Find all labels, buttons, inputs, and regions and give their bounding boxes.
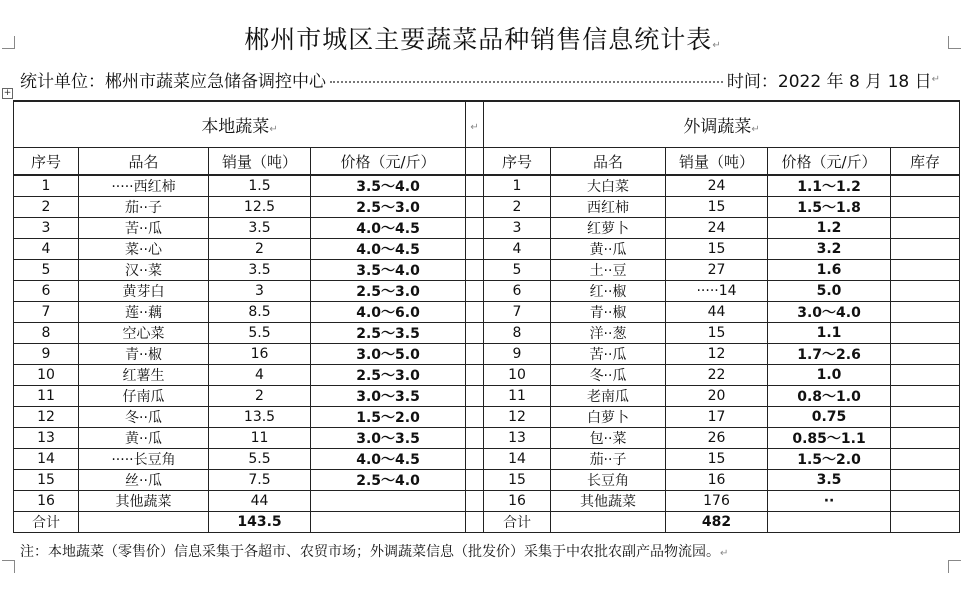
cell-local-price: 1.5～2.0 <box>311 407 466 428</box>
cell-imported-qty: ·····14 <box>666 281 768 302</box>
cell-local-no: 16 <box>14 491 79 512</box>
cell-imported-no: 16 <box>484 491 551 512</box>
col-header: 序号 <box>484 148 551 176</box>
section-imported: 外调蔬菜↵ <box>484 101 960 148</box>
document-title: 郴州市城区主要蔬菜品种销售信息统计表↵ <box>244 25 722 54</box>
cell-local-name: 丝··瓜 <box>79 470 209 491</box>
cell-local-no: 10 <box>14 365 79 386</box>
col-header: 销量（吨） <box>209 148 311 176</box>
cell-local-name: 空心菜 <box>79 323 209 344</box>
cell-local-qty: 3.5 <box>209 218 311 239</box>
vegetable-sales-table <box>13 100 960 533</box>
spacer-cell <box>466 218 484 239</box>
cell-imported-no: 6 <box>484 281 551 302</box>
cell-imported-stock <box>891 449 960 470</box>
cell-local-price: 4.0～4.5 <box>311 239 466 260</box>
cell-local-qty: 7.5 <box>209 470 311 491</box>
cell-local-qty: 13.5 <box>209 407 311 428</box>
cell-imported-price: 5.0 <box>768 281 891 302</box>
cell-local-no: 6 <box>14 281 79 302</box>
unit-label: 统计单位：郴州市蔬菜应急储备调控中心 <box>20 71 326 92</box>
cell-imported-no: 8 <box>484 323 551 344</box>
spacer-cell <box>466 491 484 512</box>
cell-imported-qty: 26 <box>666 428 768 449</box>
cell-imported-qty: 20 <box>666 386 768 407</box>
spacer-cell: ↵ <box>466 101 484 148</box>
spacer-cell <box>466 470 484 491</box>
col-header: 品名 <box>79 148 209 176</box>
table-row <box>14 449 960 470</box>
cell-local-price: 2.5～3.0 <box>311 281 466 302</box>
cell-local-name: ·····长豆角 <box>79 449 209 470</box>
cell-local-qty: 5.5 <box>209 323 311 344</box>
cell-local-qty: 2 <box>209 239 311 260</box>
cell-local-price: 2.5～3.0 <box>311 197 466 218</box>
cell-local-price: 3.0～3.5 <box>311 386 466 407</box>
cell-local-qty: 1.5 <box>209 175 311 197</box>
cell-local-no: 3 <box>14 218 79 239</box>
cell-local-no: 7 <box>14 302 79 323</box>
cell-imported-qty: 15 <box>666 197 768 218</box>
cell-local-no: 8 <box>14 323 79 344</box>
cell-local-name: 青··椒 <box>79 344 209 365</box>
spacer-cell <box>466 239 484 260</box>
cell-imported-no: 1 <box>484 175 551 197</box>
cell-local-name: 汉··菜 <box>79 260 209 281</box>
table-move-handle-icon[interactable]: + <box>3 88 12 98</box>
spacer-cell <box>466 281 484 302</box>
cell-local-qty: 3 <box>209 281 311 302</box>
cell-local-no: 5 <box>14 260 79 281</box>
table-row <box>14 386 960 407</box>
cell-local-name: ·····西红柿 <box>79 175 209 197</box>
cell-local-price: 4.0～4.5 <box>311 449 466 470</box>
cell-local-no: 11 <box>14 386 79 407</box>
cell-local-price: 2.5～3.5 <box>311 323 466 344</box>
cell-local-price: 2.5～4.0 <box>311 470 466 491</box>
empty-cell <box>79 512 209 533</box>
empty-cell <box>551 512 666 533</box>
cell-imported-name: 茄··子 <box>551 449 666 470</box>
cell-imported-no: 15 <box>484 470 551 491</box>
cell-imported-qty: 16 <box>666 470 768 491</box>
spacer-cell <box>466 407 484 428</box>
table-row <box>14 407 960 428</box>
spacer-cell <box>466 344 484 365</box>
cell-imported-no: 2 <box>484 197 551 218</box>
cell-imported-no: 14 <box>484 449 551 470</box>
cell-imported-stock <box>891 323 960 344</box>
col-header: 价格（元/斤） <box>311 148 466 176</box>
cell-local-no: 4 <box>14 239 79 260</box>
table-row <box>14 175 960 197</box>
cell-imported-name: 西红柿 <box>551 197 666 218</box>
crop-mark <box>2 560 15 573</box>
cell-imported-price: 1.2 <box>768 218 891 239</box>
cell-imported-no: 12 <box>484 407 551 428</box>
cell-local-qty: 5.5 <box>209 449 311 470</box>
crop-mark <box>948 560 961 573</box>
spacer-cell <box>466 260 484 281</box>
cell-imported-qty: 24 <box>666 218 768 239</box>
time-label: 时间：2022 年 8 月 18 日 <box>726 71 932 92</box>
cell-imported-no: 7 <box>484 302 551 323</box>
cell-imported-no: 13 <box>484 428 551 449</box>
cell-imported-stock <box>891 197 960 218</box>
empty-cell <box>891 512 960 533</box>
spacer-cell <box>466 386 484 407</box>
cell-imported-qty: 24 <box>666 175 768 197</box>
cell-imported-qty: 15 <box>666 449 768 470</box>
cell-imported-name: 长豆角 <box>551 470 666 491</box>
cell-local-qty: 8.5 <box>209 302 311 323</box>
table-row <box>14 323 960 344</box>
totals-row <box>14 512 960 533</box>
cell-imported-stock <box>891 281 960 302</box>
cell-local-price: 4.0～6.0 <box>311 302 466 323</box>
cell-imported-price: 3.2 <box>768 239 891 260</box>
cell-imported-qty: 22 <box>666 365 768 386</box>
cell-imported-price: 0.8～1.0 <box>768 386 891 407</box>
cell-imported-name: 包··菜 <box>551 428 666 449</box>
table-row <box>14 302 960 323</box>
cell-imported-price: 1.5～1.8 <box>768 197 891 218</box>
spacer-cell <box>466 449 484 470</box>
cell-local-qty: 11 <box>209 428 311 449</box>
cell-imported-no: 11 <box>484 386 551 407</box>
cell-imported-no: 4 <box>484 239 551 260</box>
cell-local-name: 冬··瓜 <box>79 407 209 428</box>
cell-local-no: 14 <box>14 449 79 470</box>
col-header: 库存 <box>891 148 960 176</box>
cell-local-price: 3.0～5.0 <box>311 344 466 365</box>
cell-local-qty: 2 <box>209 386 311 407</box>
cell-local-name: 黄芽白 <box>79 281 209 302</box>
cell-local-name: 莲··藕 <box>79 302 209 323</box>
cell-imported-name: 苦··瓜 <box>551 344 666 365</box>
cell-imported-qty: 44 <box>666 302 768 323</box>
spacer-cell <box>466 512 484 533</box>
table-row <box>14 197 960 218</box>
cell-imported-price: 0.85～1.1 <box>768 428 891 449</box>
cell-local-name: 茄··子 <box>79 197 209 218</box>
cell-local-price: 2.5～3.0 <box>311 365 466 386</box>
cell-imported-stock <box>891 302 960 323</box>
table-row <box>14 428 960 449</box>
cell-imported-price: 0.75 <box>768 407 891 428</box>
cell-imported-stock <box>891 218 960 239</box>
cell-imported-name: 青··椒 <box>551 302 666 323</box>
table-row <box>14 491 960 512</box>
cell-local-price: 4.0～4.5 <box>311 218 466 239</box>
cell-imported-price: 1.5～2.0 <box>768 449 891 470</box>
cell-local-no: 9 <box>14 344 79 365</box>
cell-local-price: 3.0～3.5 <box>311 428 466 449</box>
cell-local-name: 仔南瓜 <box>79 386 209 407</box>
col-header: 销量（吨） <box>666 148 768 176</box>
cell-local-no: 12 <box>14 407 79 428</box>
cell-imported-name: 白萝卜 <box>551 407 666 428</box>
section-header-row <box>14 101 960 148</box>
empty-cell <box>311 512 466 533</box>
cell-imported-name: 洋··葱 <box>551 323 666 344</box>
table-row <box>14 260 960 281</box>
spacer-cell <box>466 428 484 449</box>
cell-imported-no: 10 <box>484 365 551 386</box>
footnote: 注：本地蔬菜（零售价）信息采集于各超市、农贸市场；外调蔬菜信息（批发价）采集于中农批农副产品物流园。↵ <box>20 544 729 560</box>
cell-imported-price: 1.1～1.2 <box>768 175 891 197</box>
cell-imported-qty: 17 <box>666 407 768 428</box>
cell-local-qty: 44 <box>209 491 311 512</box>
cell-local-no: 15 <box>14 470 79 491</box>
cell-local-qty: 16 <box>209 344 311 365</box>
cell-imported-stock <box>891 344 960 365</box>
cell-imported-price: 1.0 <box>768 365 891 386</box>
table-row <box>14 365 960 386</box>
spacer-cell <box>466 365 484 386</box>
cell-imported-price: 1.7～2.6 <box>768 344 891 365</box>
cell-local-name: 苦··瓜 <box>79 218 209 239</box>
table-row <box>14 218 960 239</box>
cell-local-name: 其他蔬菜 <box>79 491 209 512</box>
cell-local-qty: 4 <box>209 365 311 386</box>
cell-imported-qty: 15 <box>666 323 768 344</box>
cell-imported-no: 5 <box>484 260 551 281</box>
cell-local-price: 3.5～4.0 <box>311 260 466 281</box>
leader-dots <box>330 81 723 83</box>
total-imported-qty: 482 <box>666 512 768 533</box>
cell-imported-qty: 12 <box>666 344 768 365</box>
cell-imported-stock <box>891 428 960 449</box>
cell-imported-no: 3 <box>484 218 551 239</box>
table-row <box>14 470 960 491</box>
cell-imported-name: 老南瓜 <box>551 386 666 407</box>
table-row <box>14 239 960 260</box>
cell-imported-price: 3.0～4.0 <box>768 302 891 323</box>
cell-imported-name: 其他蔬菜 <box>551 491 666 512</box>
total-label: 合计 <box>484 512 551 533</box>
empty-cell <box>768 512 891 533</box>
cell-imported-qty: 27 <box>666 260 768 281</box>
cell-imported-stock <box>891 407 960 428</box>
spacer-cell <box>466 148 484 176</box>
cell-imported-name: 土··豆 <box>551 260 666 281</box>
cell-imported-stock <box>891 491 960 512</box>
cell-imported-price: 3.5 <box>768 470 891 491</box>
cell-local-qty: 3.5 <box>209 260 311 281</box>
cell-local-name: 黄··瓜 <box>79 428 209 449</box>
total-label: 合计 <box>14 512 79 533</box>
cell-imported-name: 红萝卜 <box>551 218 666 239</box>
cell-imported-name: 红··椒 <box>551 281 666 302</box>
header-line: 统计单位：郴州市蔬菜应急储备调控中心 时间：2022 年 8 月 18 日 ↵ <box>20 66 940 92</box>
col-header: 品名 <box>551 148 666 176</box>
cell-imported-stock <box>891 260 960 281</box>
section-local: 本地蔬菜↵ <box>14 101 466 148</box>
col-header: 价格（元/斤） <box>768 148 891 176</box>
cell-imported-stock <box>891 239 960 260</box>
table-row <box>14 344 960 365</box>
cell-imported-no: 9 <box>484 344 551 365</box>
cell-local-price <box>311 491 466 512</box>
cell-imported-stock <box>891 175 960 197</box>
column-header-row <box>14 148 960 176</box>
cell-local-name: 菜··心 <box>79 239 209 260</box>
cell-local-no: 1 <box>14 175 79 197</box>
cell-imported-qty: 176 <box>666 491 768 512</box>
cell-local-name: 红薯生 <box>79 365 209 386</box>
cell-imported-name: 大白菜 <box>551 175 666 197</box>
table-row <box>14 281 960 302</box>
total-local-qty: 143.5 <box>209 512 311 533</box>
cell-imported-name: 冬··瓜 <box>551 365 666 386</box>
cell-imported-price: 1.1 <box>768 323 891 344</box>
cell-imported-name: 黄··瓜 <box>551 239 666 260</box>
cell-imported-stock <box>891 470 960 491</box>
spacer-cell <box>466 175 484 197</box>
spacer-cell <box>466 323 484 344</box>
spacer-cell <box>466 302 484 323</box>
cell-imported-qty: 15 <box>666 239 768 260</box>
cell-imported-stock <box>891 365 960 386</box>
spacer-cell <box>466 197 484 218</box>
col-header: 序号 <box>14 148 79 176</box>
cell-local-no: 13 <box>14 428 79 449</box>
cell-imported-price: 1.6 <box>768 260 891 281</box>
cell-local-no: 2 <box>14 197 79 218</box>
cell-local-price: 3.5～4.0 <box>311 175 466 197</box>
cell-imported-stock <box>891 386 960 407</box>
cell-imported-price: ·· <box>768 491 891 512</box>
cell-local-qty: 12.5 <box>209 197 311 218</box>
